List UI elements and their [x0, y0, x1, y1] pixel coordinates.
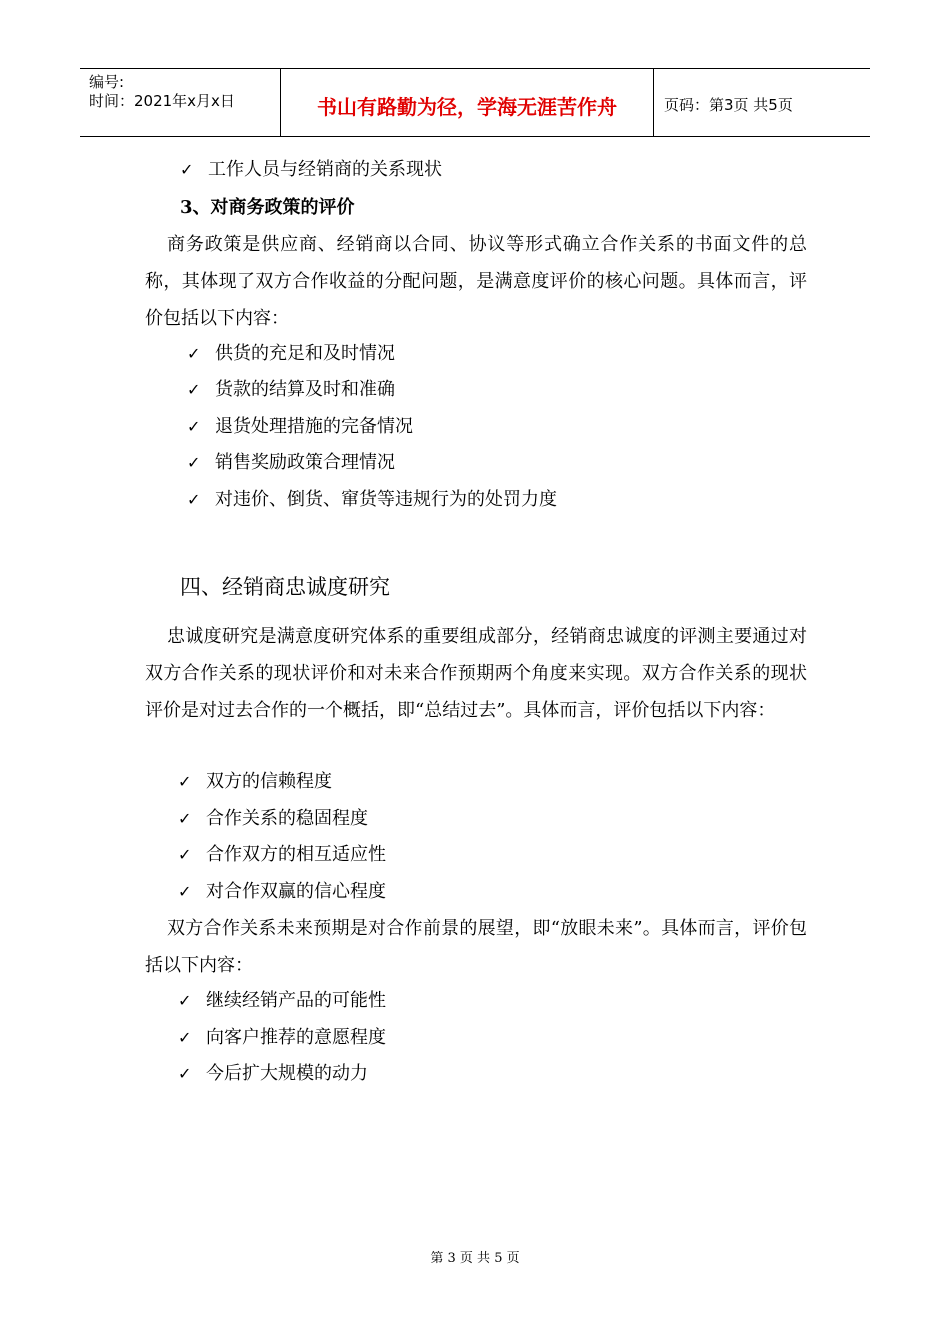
list-item-text: 合作关系的稳固程度: [206, 808, 368, 829]
list-item: [178, 808, 368, 830]
list-item-text: 退货处理措施的完备情况: [215, 416, 413, 437]
list-item-text: 对违价、倒货、窜货等违规行为的处罚力度: [215, 489, 557, 510]
list-item: [187, 379, 395, 401]
checkmark-icon: ✓: [180, 160, 194, 179]
checkmark-icon: ✓: [178, 1028, 192, 1047]
list-item: [187, 489, 557, 511]
checkmark-icon: ✓: [178, 1064, 192, 1083]
checkmark-icon: ✓: [178, 991, 192, 1010]
header-motto-cell: [281, 69, 654, 136]
checkmark-icon: ✓: [178, 845, 192, 864]
page-footer: 第 3 页 共 5 页: [430, 1251, 520, 1266]
checkmark-icon: ✓: [187, 417, 201, 436]
checkmark-icon: ✓: [178, 772, 192, 791]
list-item: [187, 343, 395, 365]
list-item-text: 今后扩大规模的动力: [206, 1063, 368, 1084]
section-heading: 3、对商务政策的评价: [180, 197, 355, 218]
checkmark-icon: ✓: [187, 490, 201, 509]
header-motto: 书山有路勤为径，学海无涯苦作舟: [317, 95, 617, 119]
paragraph: 忠诚度研究是满意度研究体系的重要组成部分，经销商忠诚度的评测主要通过对双方合作关系的现状评价和对未来合作预期两个角度来实现。双方合作关系的现状评价是对过去合作的一个概括，即“总结过去”。具体而言，评价包括以下内容：: [145, 626, 807, 721]
header-page-label: 页码：第3页 共5页: [664, 96, 793, 114]
list-item: [178, 881, 386, 903]
list-item-text: 向客户推荐的意愿程度: [206, 1027, 386, 1048]
list-item: [178, 1063, 368, 1085]
list-item: [178, 990, 386, 1012]
list-item: [178, 1027, 386, 1049]
list-item: [180, 159, 442, 181]
list-item-text: 合作双方的相互适应性: [206, 844, 386, 865]
document-time-label: 时间：2021年x月x日: [89, 92, 235, 110]
paragraph: 双方合作关系未来预期是对合作前景的展望，即“放眼未来”。具体而言，评价包括以下内容：: [145, 918, 807, 976]
checkmark-icon: ✓: [187, 453, 201, 472]
paragraph: 商务政策是供应商、经销商以合同、协议等形式确立合作关系的书面文件的总称，其体现了双方合作收益的分配问题，是满意度评价的核心问题。具体而言，评价包括以下内容：: [145, 234, 807, 329]
list-item-text: 对合作双赢的信心程度: [206, 881, 386, 902]
page-header: [80, 68, 870, 137]
list-item-text: 销售奖励政策合理情况: [215, 452, 395, 473]
checkmark-icon: ✓: [187, 380, 201, 399]
header-meta-cell: [80, 69, 281, 136]
list-item-text: 货款的结算及时和准确: [215, 379, 395, 400]
checkmark-icon: ✓: [178, 809, 192, 828]
list-item: [187, 452, 395, 474]
checkmark-icon: ✓: [178, 882, 192, 901]
list-item-text: 工作人员与经销商的关系现状: [208, 159, 442, 180]
list-item: [187, 416, 413, 438]
document-number-label: 编号:: [89, 73, 125, 91]
list-item: [178, 771, 332, 793]
section-heading: 四、经销商忠诚度研究: [180, 575, 390, 599]
list-item-text: 继续经销产品的可能性: [206, 990, 386, 1011]
list-item: [178, 844, 386, 866]
checkmark-icon: ✓: [187, 344, 201, 363]
list-item-text: 供货的充足和及时情况: [215, 343, 395, 364]
header-page-cell: [654, 69, 870, 136]
list-item-text: 双方的信赖程度: [206, 771, 332, 792]
